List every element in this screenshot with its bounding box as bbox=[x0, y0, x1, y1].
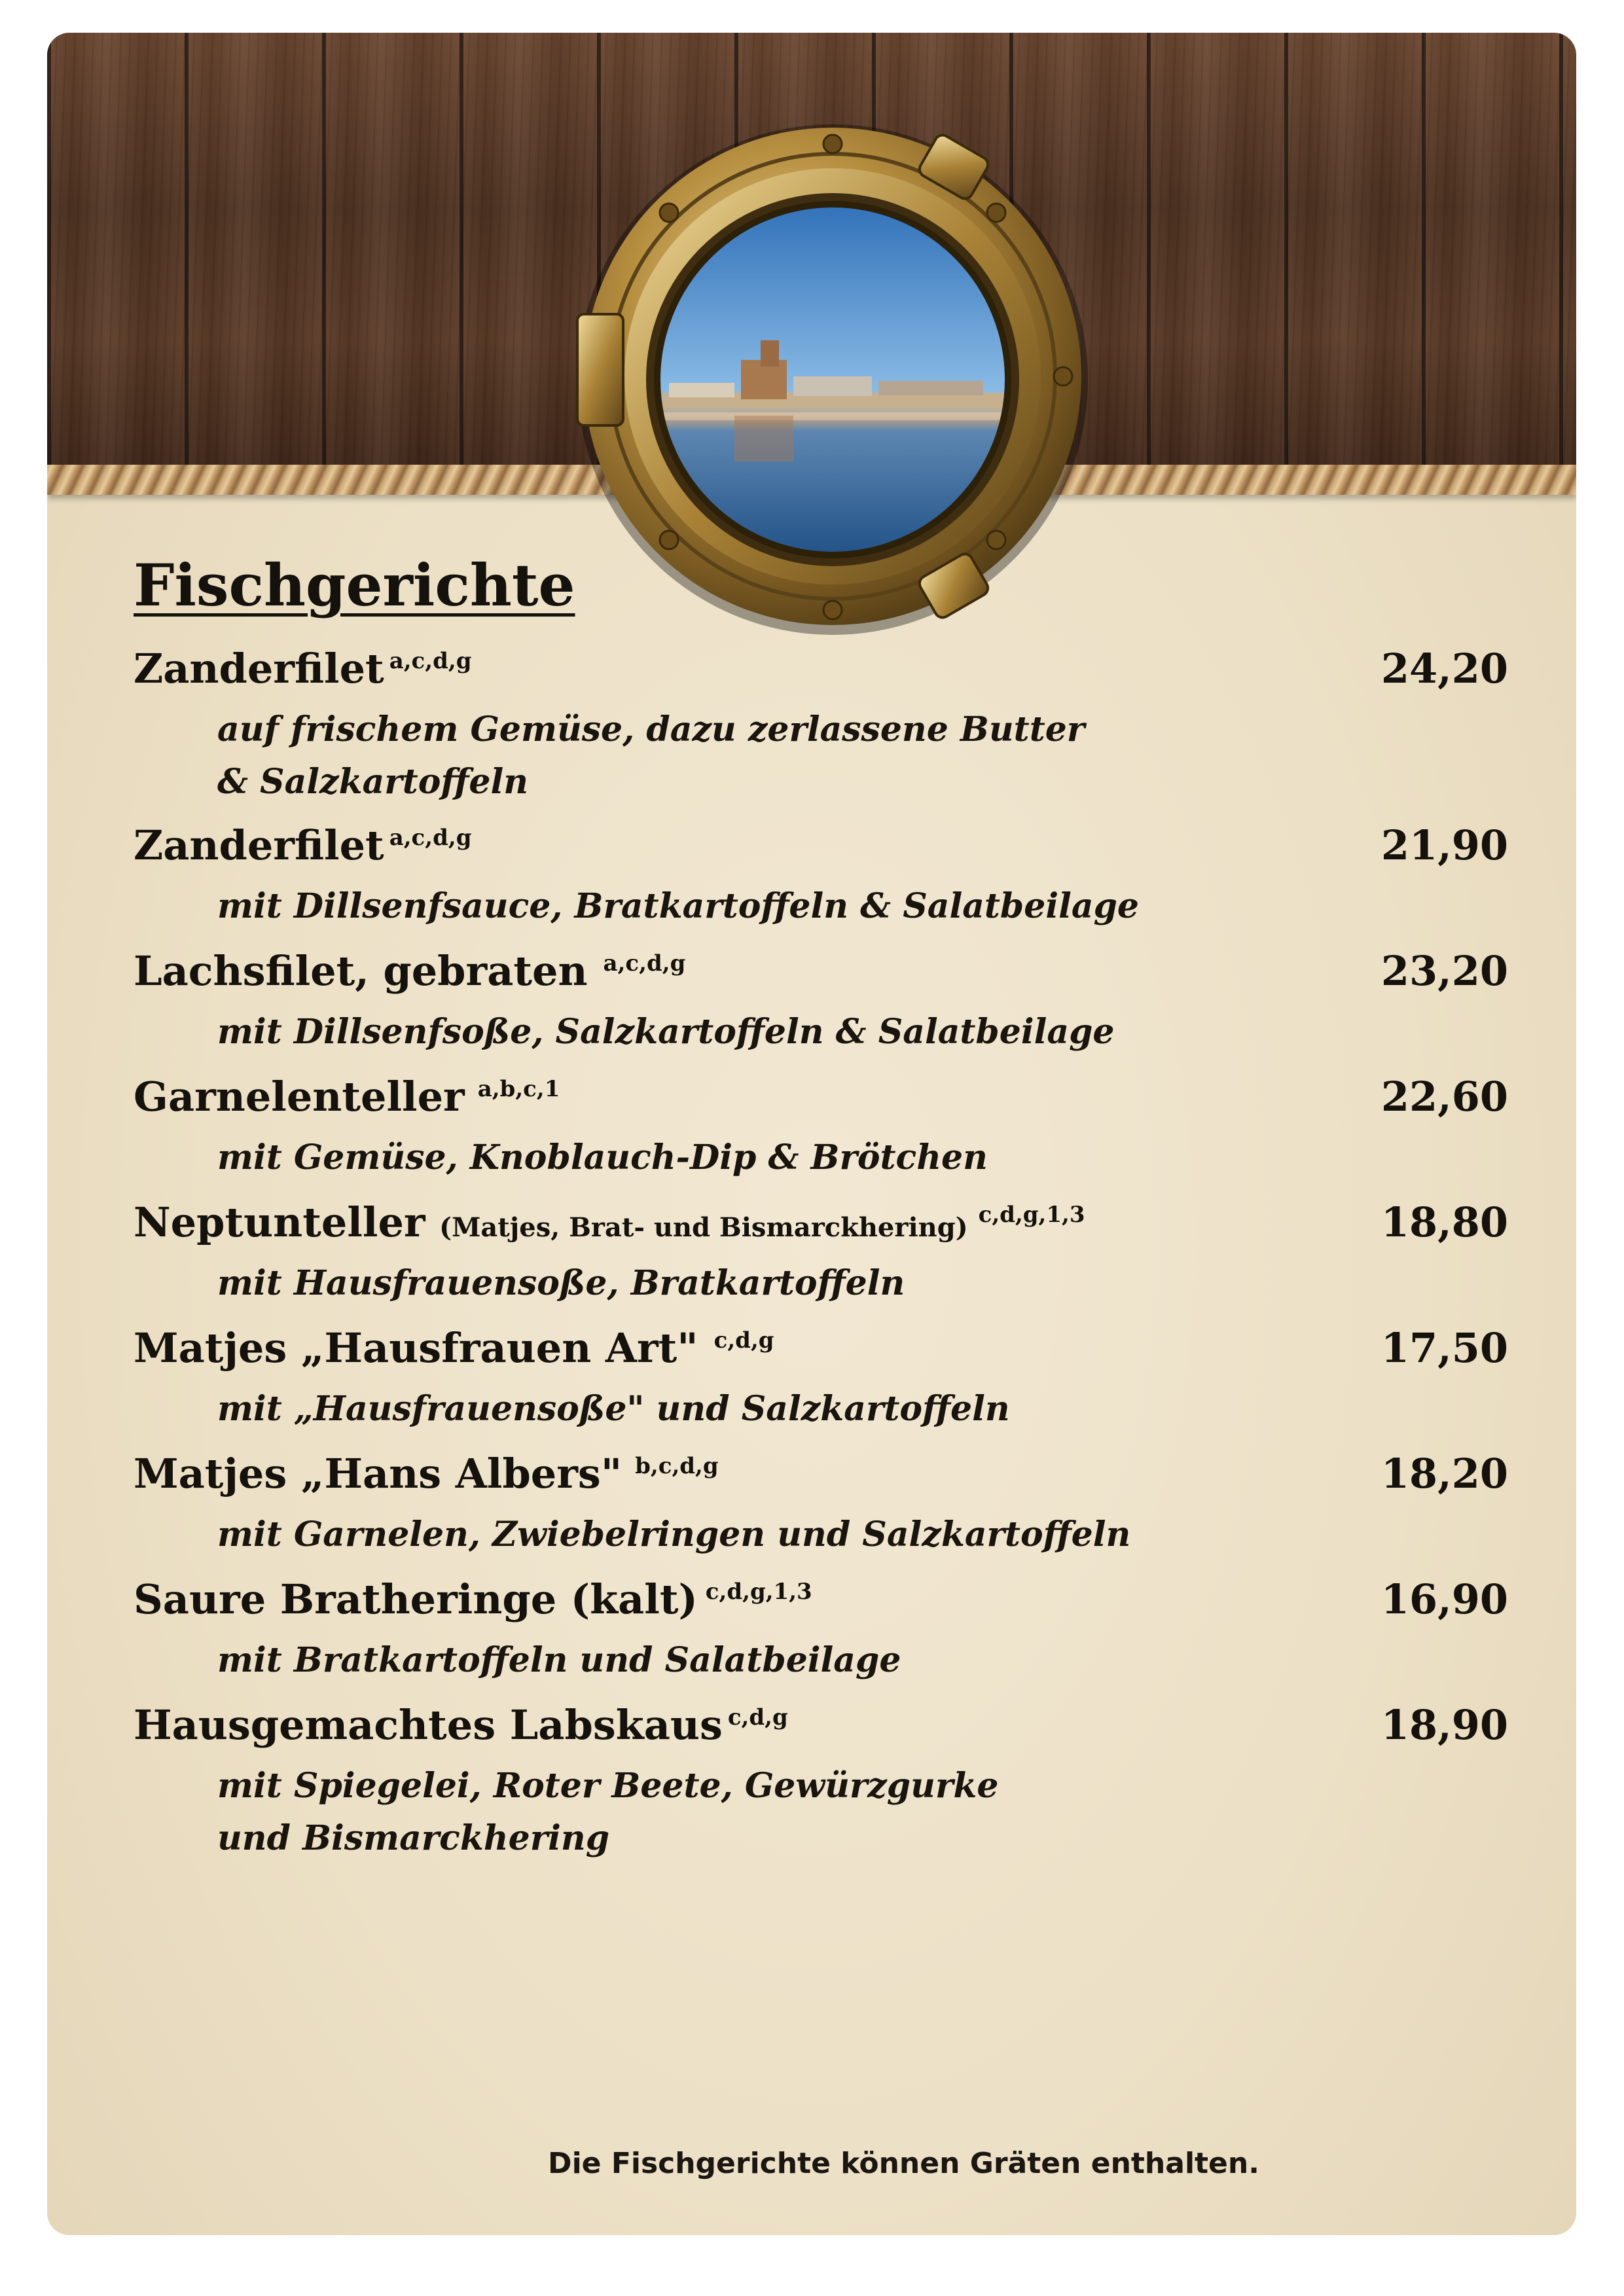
porthole-icon bbox=[571, 118, 1094, 641]
section-title: Fischgerichte bbox=[134, 551, 575, 619]
dish-price: 23,20 bbox=[1380, 947, 1508, 995]
dish-name-line bbox=[134, 1324, 774, 1372]
dish-item bbox=[134, 1701, 1508, 1865]
dish-price: 24,20 bbox=[1380, 645, 1508, 692]
dish-name: Matjes „Hans Albers" bbox=[134, 1450, 623, 1498]
dish-allergens: a,c,d,g bbox=[603, 950, 686, 977]
dish-description: mit Bratkartoffeln und Salatbeilage bbox=[217, 1640, 901, 1680]
dish-item bbox=[134, 1324, 1508, 1435]
dish-name-line bbox=[134, 1198, 1085, 1246]
footer-note: Die Fischgerichte können Gräten enthalten. bbox=[548, 2147, 1259, 2180]
porthole-illustration bbox=[571, 118, 1094, 641]
dish-allergens: c,d,g,1,3 bbox=[978, 1202, 1085, 1228]
dish-item bbox=[134, 1450, 1508, 1561]
dish-description: mit Dillsenfsoße, Salzkartoffeln & Salatbeilage bbox=[217, 1012, 1115, 1052]
dish-description: mit Hausfrauensoße, Bratkartoffeln bbox=[217, 1263, 905, 1303]
dish-name-line bbox=[134, 1073, 560, 1121]
dish-name-line bbox=[134, 821, 471, 869]
dish-name-line bbox=[134, 1701, 788, 1749]
dish-name: Lachsfilet, gebraten bbox=[134, 947, 588, 995]
dish-description: mit „Hausfrauensoße" und Salzkartoffeln bbox=[217, 1389, 1010, 1429]
dish-description: mit Spiegelei, Roter Beete, Gewürzgurke und Bismarckhering bbox=[217, 1766, 999, 1858]
dish-name-line bbox=[134, 947, 685, 995]
dish-name: Matjes „Hausfrauen Art" bbox=[134, 1324, 698, 1372]
dish-allergens: a,c,d,g bbox=[389, 825, 472, 851]
dish-price: 18,80 bbox=[1380, 1198, 1508, 1246]
dish-name-line bbox=[134, 1450, 719, 1498]
dish-name: Zanderfilet bbox=[134, 645, 384, 692]
dish-price: 18,20 bbox=[1380, 1450, 1508, 1498]
dish-allergens: a,c,d,g bbox=[389, 648, 472, 674]
dish-description: mit Dillsenfsauce, Bratkartoffeln & Salatbeilage bbox=[217, 886, 1140, 926]
dish-allergens: c,d,g bbox=[713, 1327, 774, 1354]
dish-price: 17,50 bbox=[1380, 1324, 1508, 1372]
dish-name-line bbox=[134, 1575, 812, 1623]
dish-description: mit Gemüse, Knoblauch-Dip & Brötchen bbox=[217, 1138, 988, 1177]
dish-allergens: c,d,g bbox=[727, 1704, 788, 1731]
dish-item bbox=[134, 645, 1508, 808]
dish-description: mit Garnelen, Zwiebelringen und Salzkartoffeln bbox=[217, 1515, 1131, 1554]
dish-description: auf frischem Gemüse, dazu zerlassene Butter & Salzkartoffeln bbox=[217, 709, 1085, 802]
dish-name: Neptunteller bbox=[134, 1198, 425, 1246]
dish-item bbox=[134, 1073, 1508, 1184]
dish-price: 22,60 bbox=[1380, 1073, 1508, 1121]
dish-name-line bbox=[134, 645, 471, 692]
dish-name: Garnelenteller bbox=[134, 1073, 465, 1121]
dish-allergens: c,d,g,1,3 bbox=[705, 1579, 812, 1605]
dish-allergens: b,c,d,g bbox=[635, 1453, 719, 1479]
dish-item bbox=[134, 1575, 1508, 1687]
dish-item bbox=[134, 1198, 1508, 1310]
dish-item bbox=[134, 947, 1508, 1058]
dish-price: 21,90 bbox=[1380, 821, 1508, 869]
dish-item bbox=[134, 821, 1508, 933]
dish-note: (Matjes, Brat- und Bismarckhering) bbox=[439, 1212, 968, 1243]
dish-allergens: a,b,c,1 bbox=[477, 1076, 560, 1102]
dish-price: 16,90 bbox=[1380, 1575, 1508, 1623]
dish-name: Saure Bratheringe (kalt) bbox=[134, 1575, 698, 1623]
dish-price: 18,90 bbox=[1380, 1701, 1508, 1749]
dish-name: Zanderfilet bbox=[134, 821, 384, 869]
menu-card bbox=[47, 33, 1576, 2235]
dish-name: Hausgemachtes Labskaus bbox=[134, 1701, 723, 1749]
